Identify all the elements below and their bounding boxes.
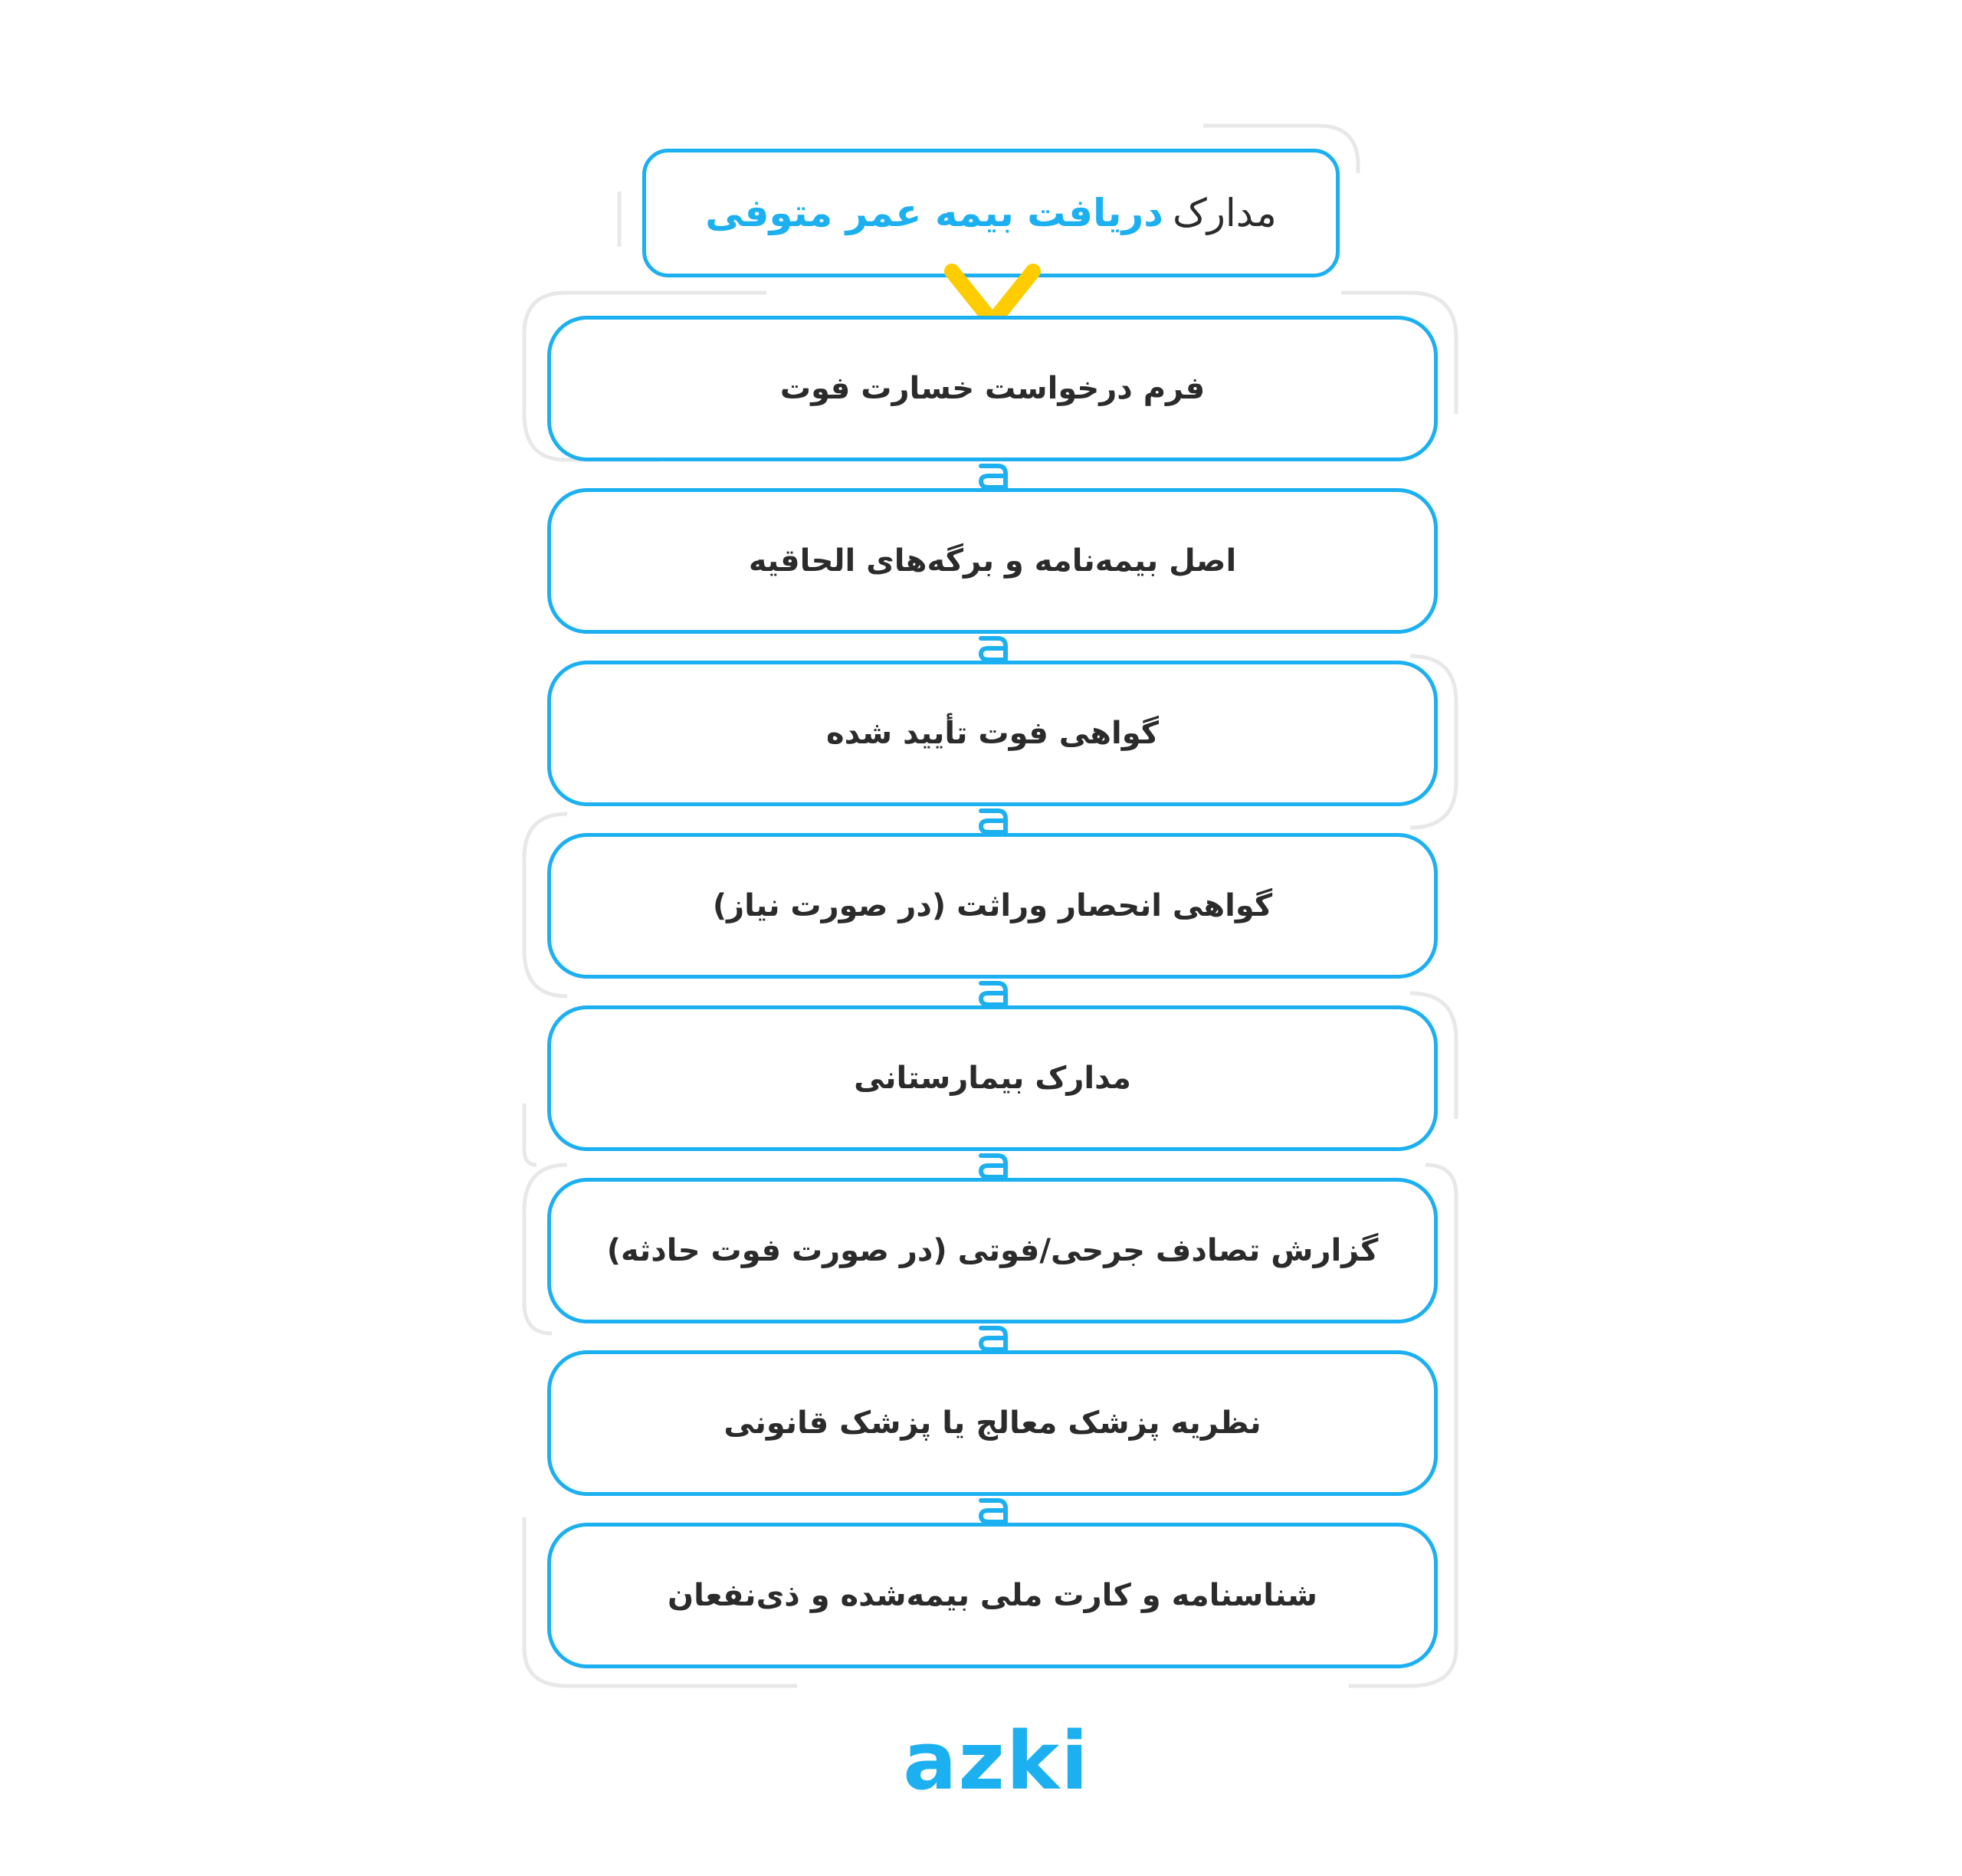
document-item-5 [547, 1005, 1438, 1151]
azki-logo: azki [903, 1714, 1090, 1808]
document-item-label: مدارک بیمارستانی [854, 1061, 1131, 1096]
document-item-label: اصل بیمه‌نامه و برگه‌های الحاقیه [748, 543, 1237, 579]
title-box [642, 149, 1340, 277]
document-item-3 [547, 661, 1438, 806]
document-item-label: نظریه پزشک معالج یا پزشک قانونی [723, 1405, 1262, 1441]
document-item-label: گزارش تصادف جرحی/فوتی (در صورت فوت حادثه) [606, 1233, 1379, 1268]
connector-icon [917, 1145, 1070, 1183]
connector-icon [917, 455, 1070, 494]
document-item-label: گواهی انحصار وراثت (در صورت نیاز) [712, 888, 1273, 923]
document-item-label: فرم درخواست خسارت فوت [779, 371, 1206, 406]
connector-icon [917, 1490, 1070, 1528]
document-item-2 [547, 488, 1438, 634]
document-item-6 [547, 1178, 1438, 1323]
document-item-label: گواهی فوت تأیید شده [825, 716, 1160, 751]
connector-icon [917, 1317, 1070, 1356]
document-item-1 [547, 316, 1438, 461]
document-item-7 [547, 1350, 1438, 1496]
document-item-4 [547, 833, 1438, 979]
document-item-label: شناسنامه و کارت ملی بیمه‌شده و ذی‌نفعان [668, 1578, 1317, 1613]
connector-icon [917, 972, 1070, 1011]
document-item-8 [547, 1523, 1438, 1668]
title-prefix: مدارک [1172, 191, 1277, 235]
connector-icon [917, 800, 1070, 838]
connector-icon [917, 628, 1070, 666]
title-highlight: دریافت بیمه عمر متوفی [705, 191, 1163, 235]
